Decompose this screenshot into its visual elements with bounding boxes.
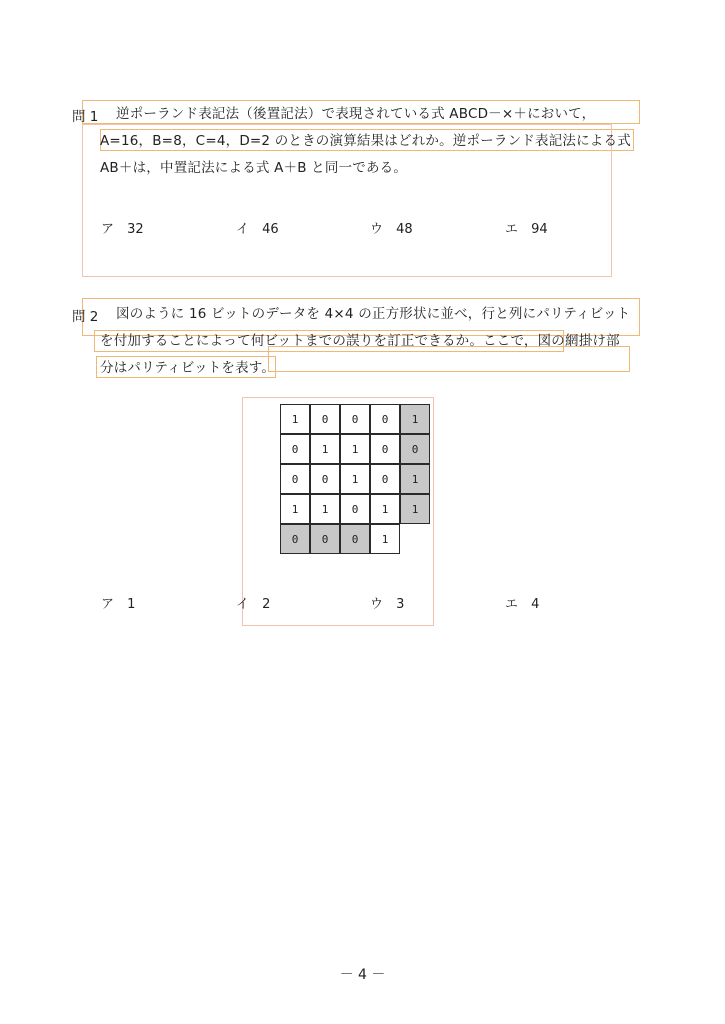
data-cell: 1 [340,464,370,494]
data-cell: 0 [310,464,340,494]
parity-cell: 0 [280,524,310,554]
data-cell: 0 [280,434,310,464]
question-text-line: AB＋は，中置記法による式 A＋B と同一である。 [100,160,408,176]
data-cell: 0 [280,464,310,494]
data-cell: 1 [280,494,310,524]
data-cell: 1 [310,494,340,524]
question-text-line: を付加することによって何ビットまでの誤りを訂正できるか。ここで，図の網掛け部 [100,333,620,349]
choice-value: 32 [127,222,144,237]
data-cell: 0 [370,434,400,464]
parity-cell: 0 [340,524,370,554]
choice-label: ア [101,222,115,237]
choice-value: 4 [531,597,540,612]
choice-label: エ [505,597,519,612]
data-cell: 0 [340,404,370,434]
parity-cell: 0 [310,524,340,554]
answer-choice-i[interactable] [236,218,279,237]
answer-choice-u[interactable] [370,218,413,237]
data-cell: 0 [370,464,400,494]
choice-value: 48 [396,222,413,237]
question-text-line: A=16，B=8，C=4，D=2 のときの演算結果はどれか。逆ポーランド表記法による式 [100,133,631,149]
parity-cell: 1 [400,404,430,434]
choice-label: ウ [370,597,384,612]
page-number: － 4 － [339,967,386,983]
answer-choice-e[interactable] [505,593,539,612]
choice-label: ア [101,597,115,612]
choice-value: 3 [396,597,405,612]
choice-label: イ [236,597,250,612]
answer-choice-u[interactable] [370,593,404,612]
choice-value: 1 [127,597,136,612]
data-cell: 0 [310,404,340,434]
question-text-line: 図のように 16 ビットのデータを 4×4 の正方形状に並べ，行と列にパリティビット [116,306,631,322]
choice-value: 46 [262,222,279,237]
choice-value: 2 [262,597,271,612]
data-cell: 1 [280,404,310,434]
parity-cell: 1 [400,464,430,494]
choice-value: 94 [531,222,548,237]
answer-choice-i[interactable] [236,593,270,612]
question-number: 問 2 [72,309,99,325]
choice-label: エ [505,222,519,237]
data-cell: 1 [370,524,400,554]
answer-choice-a[interactable] [101,218,144,237]
choice-label: ウ [370,222,384,237]
parity-bit-grid [280,404,432,556]
parity-cell: 0 [400,434,430,464]
choice-label: イ [236,222,250,237]
parity-cell: 1 [400,494,430,524]
question-number: 問 1 [72,109,99,125]
answer-choice-e[interactable] [505,218,548,237]
data-cell: 1 [340,434,370,464]
answer-choice-a[interactable] [101,593,135,612]
question-text-line: 分はパリティビットを表す。 [100,360,276,376]
question-text-line: 逆ポーランド表記法（後置記法）で表現されている式 ABCD－×＋において， [116,106,596,122]
data-cell: 1 [310,434,340,464]
data-cell: 0 [340,494,370,524]
data-cell: 0 [370,404,400,434]
data-cell: 1 [370,494,400,524]
